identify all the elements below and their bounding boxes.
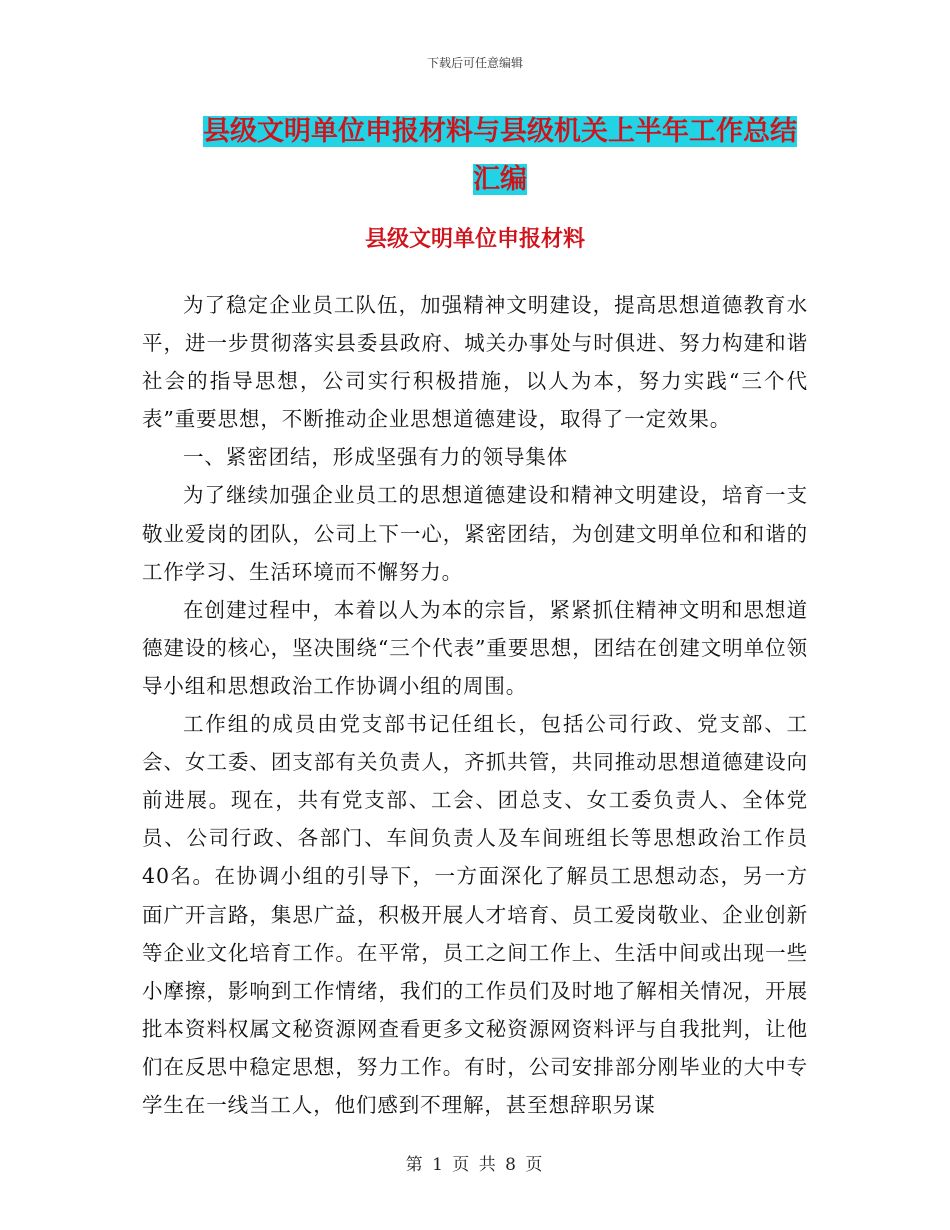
paragraph: 为了稳定企业员工队伍，加强精神文明建设，提高思想道德教育水平，进一步贯彻落实县委县政府、城关办事处与时俱进、努力构建和谐社会的指导思想，公司实行积极措施，以人为本，努力实践“三个代表”重要思想，不断推动企业思想道德建设，取得了一定效果。 <box>142 293 808 432</box>
body-text <box>142 286 808 1124</box>
paragraph-heading: 一、紧密团结，形成坚强有力的领导集体 <box>183 445 569 470</box>
paragraph: 工作组的成员由党支部书记任组长，包括公司行政、党支部、工会、女工委、团支部有关负责人，齐抓共管，共同推动思想道德建设向前进展。现在，共有党支部、工会、团总支、女工委负责人、全体党员、公司行政、各部门、车间负责人及车间班组长等思想政治工作员40名。在协调小组的引导下，一方面深化了解员工思想动态，另一方面广开言路，集思广益，积极开展人才培育、员工爱岗敬业、企业创新等企业文化培育工作。在平常，员工之间工作上、生活中间或出现一些小摩擦，影响到工作情绪，我们的工作员们及时地了解相关情况，开展批本资料权属文秘资源网查看更多文秘资源网资料评与自我批判，让他们在反思中稳定思想，努力工作。有时，公司安排部分刚毕业的大中专学生在一线当工人，他们感到不理解，甚至想辞职另谋 <box>142 712 808 1117</box>
page-header-note: 下载后可任意编辑 <box>426 56 523 70</box>
page-number-footer: 第 1 页 共 8 页 <box>405 1155 545 1175</box>
paragraph: 为了继续加强企业员工的思想道德建设和精神文明建设，培育一支敬业爱岗的团队，公司上下一心，紧密团结，为创建文明单位和和谐的工作学习、生活环境而不懈努力。 <box>142 483 808 584</box>
paragraph: 在创建过程中，本着以人为本的宗旨，紧紧抓住精神文明和思想道德建设的核心，坚决围绕“三个代表”重要思想，团结在创建文明单位领导小组和思想政治工作协调小组的周围。 <box>142 597 808 698</box>
document-title-text: 县级文明单位申报材料与县级机关上半年工作总结汇编 <box>203 116 797 195</box>
section-title: 县级文明单位申报材料 <box>364 227 585 252</box>
document-title <box>190 108 810 204</box>
